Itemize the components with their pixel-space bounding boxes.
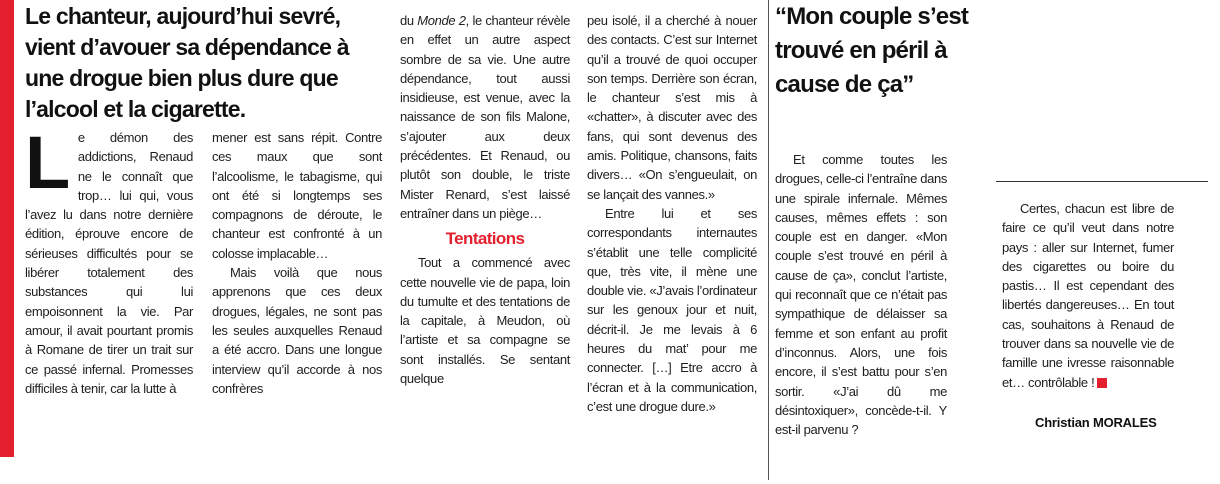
author-byline: Christian MORALES <box>1035 415 1157 430</box>
paragraph: Certes, chacun est libre de faire ce qu’il veut dans notre pays : aller sur Internet, fumer des cigarettes ou boire du pastis… Il est cependant des libertés dangereuses… En tout cas, souhaitons à Renaud de trouver dans sa nouvelle vie de famille une ivresse raisonnable et… contrôlable ! <box>1002 201 1174 390</box>
horizontal-rule <box>996 181 1208 182</box>
article-column-6 <box>1002 199 1174 392</box>
accent-bar <box>0 0 14 457</box>
paragraph: Et comme toutes les drogues, celle-ci l’entraîne dans une spirale infernale. Mêmes causes, mêmes effets : son couple est en danger. «Mon couple s’est trouvé en péril à cause de ça», conclut l’artiste, qui reconnaît que ce n’était pas sympathique de délaisser sa femme et son enfant au profit d’inconnus. Alors, une fois encore, il s’est battu pour s’en sortir. «J’ai dû me désintoxiquer», concède-t-il. Y est-il parvenu ? <box>775 152 947 438</box>
subheading-tentations: Tentations <box>445 229 525 249</box>
article-column-4 <box>587 11 757 416</box>
paragraph: Entre lui et ses correspondants internautes s’établit une telle complicité que, très vite, il mène une double vie. «J’avais l’ordinateur sur les genoux jour et nuit, décrit-il. Je me levais à 6 heures du mat’ pour me connecter. […] Etre accro à l’écran et à la communication, c’est une drogue dure.» <box>587 205 757 414</box>
magazine-title: Monde 2 <box>417 13 466 28</box>
article-headline: Le chanteur, aujourd’hui sevré, vient d’avouer sa dépendance à une drogue bien plus dure que l’alcool et la cigarette. <box>25 3 349 122</box>
paragraph: Le démon des addictions, Renaud ne le connaît que trop… lui qui, vous l’avez lu dans notre dernière édition, éprouve encore de sérieuses difficultés pour se libérer totalement des substances qui lui empoisonnent la vie. Par amour, il avait pourtant promis à Romane de tirer un trait sur ce passé infernal. Promesses difficiles à tenir, car la lutte à <box>25 121 193 396</box>
column-divider <box>768 0 769 480</box>
paragraph: mener est sans répit. Contre ces maux que sont l’alcoolisme, le tabagisme, qui ont été si longtemps ses compagnons de déroute, le chanteur est confronté à un colosse implacable… <box>212 130 382 261</box>
end-mark-icon <box>1097 378 1107 388</box>
paragraph: Tout a commencé avec cette nouvelle vie de papa, loin du tumulte et des tentations de la capitale, à Meudon, où l’artiste et sa compagne se sont installés. Se sentant quelque <box>400 255 570 387</box>
article-column-2 <box>212 128 382 398</box>
paragraph: du Monde 2, le chanteur révèle en effet un autre aspect sombre de sa vie. Une autre dépendance, tout aussi insidieuse, est venue, avec la naissance de son fils Malone, s’ajouter aux deux précédentes. Et Renaud, ou plutôt son double, le triste Mister Renard, s’est laissé entraîner dans un piège… <box>400 13 570 221</box>
article-column-1 <box>25 121 193 398</box>
paragraph: peu isolé, il a cherché à nouer des contacts. C’est sur Internet qu’il a trouvé de quoi occuper son temps. Derrière son écran, le chanteur s’est mis à «chatter», à discuter avec des fans, qui sont devenus des amis. Politique, chansons, faits divers… «On s’engueulait, on se lançait des vannes.» <box>587 13 757 202</box>
paragraph: Mais voilà que nous apprenons que ces deux drogues, légales, ne sont pas les seules auxquelles Renaud a été accro. Dans une longue interview qu’il accorde à nos confrères <box>212 265 382 396</box>
drop-cap: L <box>25 121 70 204</box>
pull-quote-heading: “Mon couple s’est trouvé en péril à cause de ça” <box>775 3 969 98</box>
article-column-5 <box>775 150 947 439</box>
article-column-3 <box>400 11 570 388</box>
